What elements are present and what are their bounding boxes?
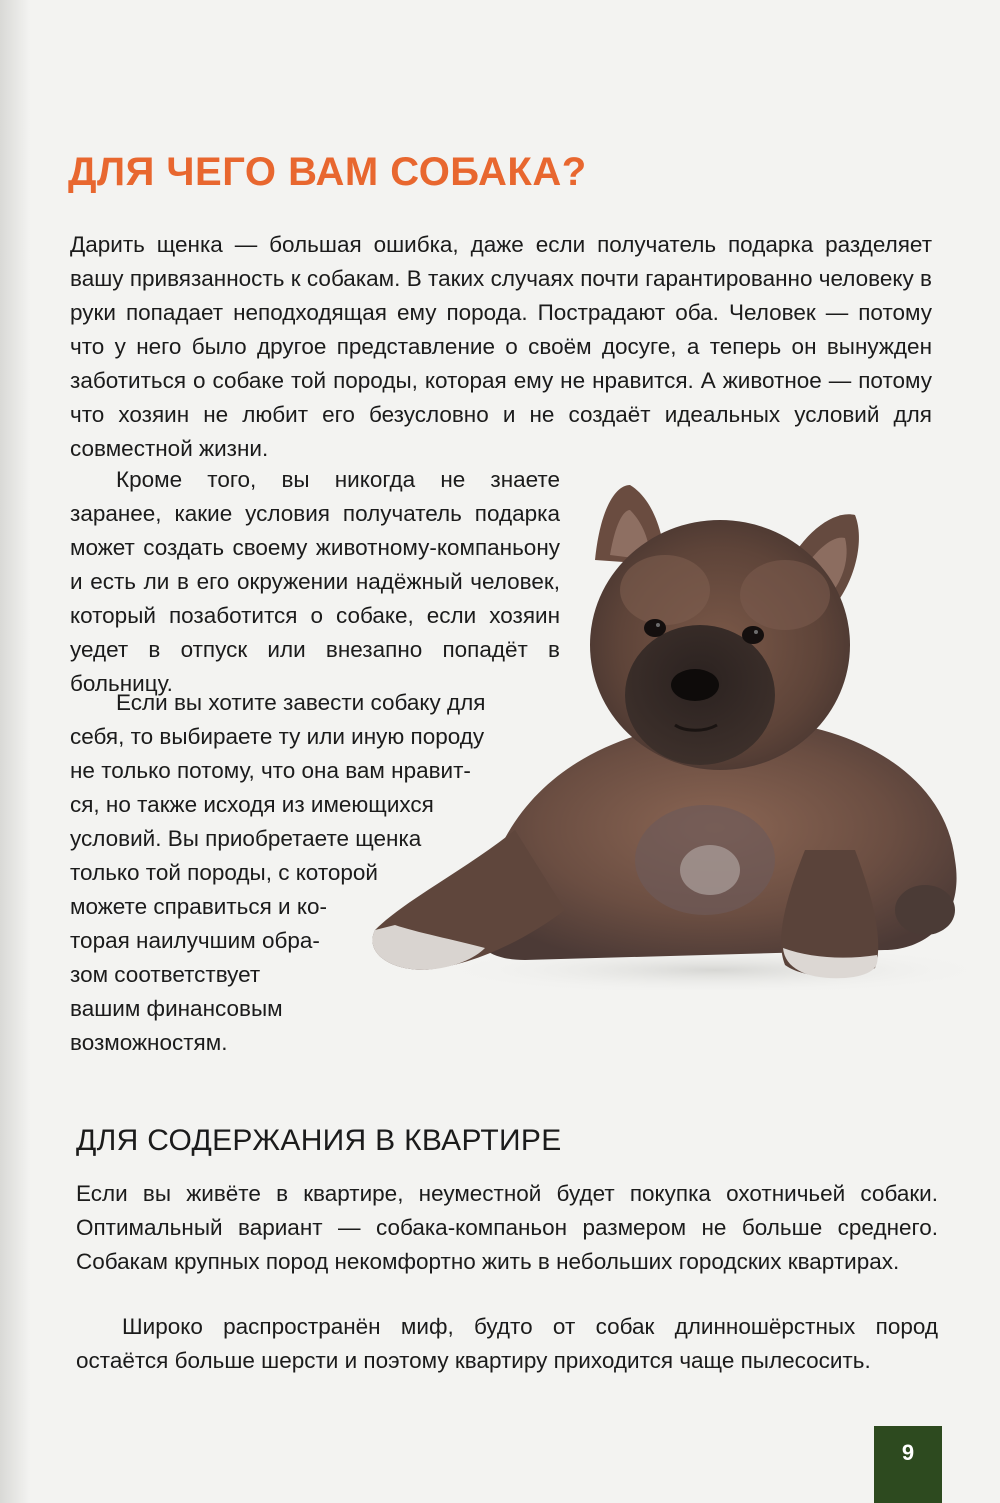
text-line: вашим финансовым: [70, 996, 283, 1021]
text-line: Если вы хотите завести собаку для: [116, 690, 486, 715]
text-line: возможностям.: [70, 1030, 228, 1055]
paragraph-gift: Дарить щенка — большая ошибка, даже если получатель подарка разделяет вашу привязанность к собакам. В таких случаях почти гарантированно человеку в руки попадает неподходящая ему порода. Пострадают оба. Человек — потому что у него было другое представление о своём досуге, а теперь он вынужден заботиться о собаке той породы, которая ему не нравится. А животное — потому что хозяин не любит его безусловно и не создаёт идеальных условий для совместной жизни.: [70, 232, 932, 461]
text-line: себя, то выбираете ту или иную породу: [70, 724, 485, 749]
text-line: ся, но также исходя из имеющихся: [70, 792, 434, 817]
page-title: ДЛЯ ЧЕГО ВАМ СОБАКА?: [68, 150, 587, 194]
section-heading: ДЛЯ СОДЕРЖАНИЯ В КВАРТИРЕ: [76, 1124, 562, 1157]
paragraph-recipient: Кроме того, вы никогда не знаете заранее, какие условия получатель подарка может создать своему животному-компаньону и есть ли в его окружении надёжный человек, который позаботится о собаке, если хозяин уедет в отпуск или внезапно попадёт в больницу.: [70, 467, 560, 696]
text-line: не только потому, что она вам нравит-: [70, 758, 471, 783]
text-line: зом соответствует: [70, 962, 261, 987]
text-line: условий. Вы приобретаете щенка: [70, 826, 422, 851]
page-number: 9: [874, 1426, 942, 1503]
paragraph-myth: Широко распространён миф, будто от собак длинношёрстных пород остаётся больше шерсти и поэтому квартиру приходится чаще пылесосить.: [76, 1314, 938, 1373]
text-line: можете справиться и ко-: [70, 894, 327, 919]
puppy-photo: [365, 470, 980, 990]
text-line: только той породы, с которой: [70, 860, 378, 885]
paragraph-apartment: Если вы живёте в квартире, неуместной будет покупка охотничьей собаки. Оптимальный вариант — собака-компаньон размером не больше среднего. Собакам крупных пород некомфортно жить в небольших городских квартирах.: [76, 1181, 938, 1274]
page-gutter-shadow: [0, 0, 30, 1503]
text-line: торая наилучшим обра-: [70, 928, 320, 953]
